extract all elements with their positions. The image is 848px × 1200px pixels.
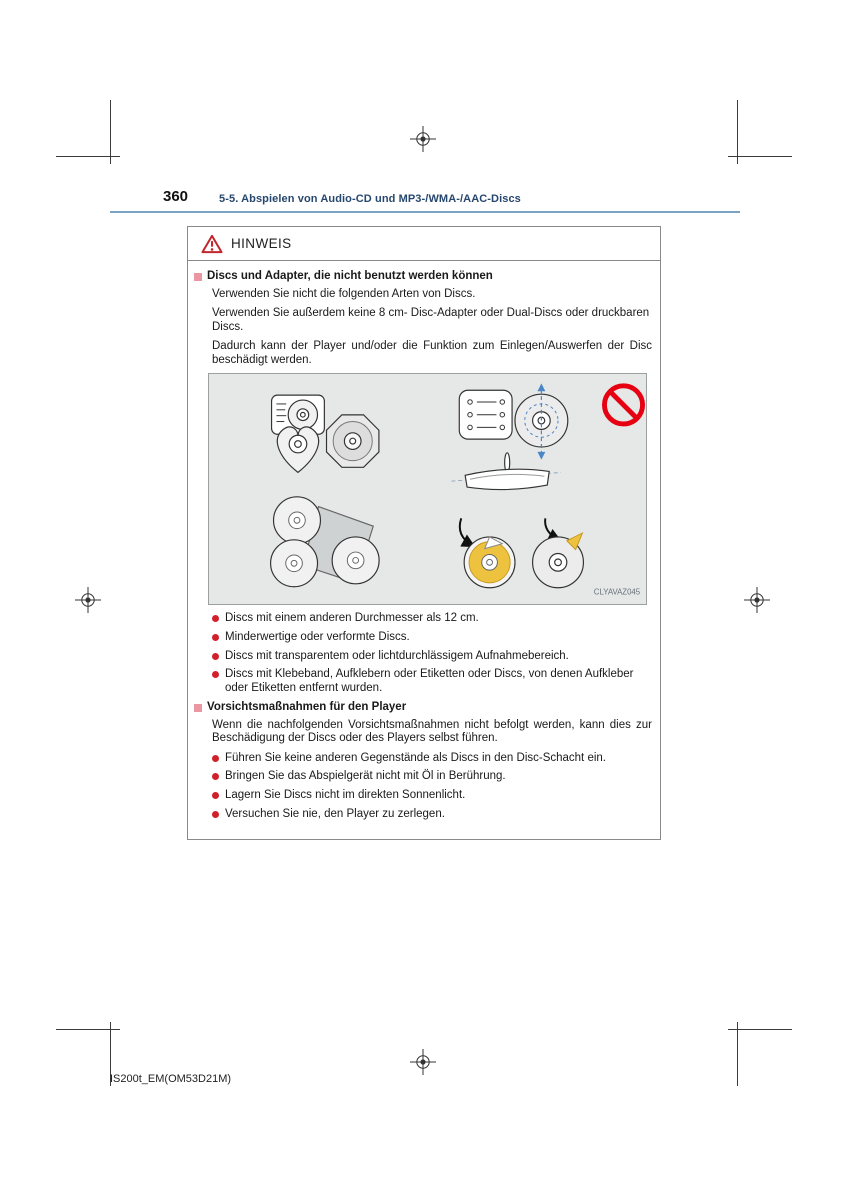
list-item — [212, 650, 655, 664]
crop-mark — [56, 1029, 120, 1030]
chapter-header-title: 5-5. Abspielen von Audio-CD und MP3-/WMA-/AAC-Discs — [219, 193, 521, 205]
bullet-text: Führen Sie keine anderen Gegenstände als Discs in den Disc-Schacht ein. — [225, 751, 606, 764]
sticker-disc-shape — [533, 519, 584, 588]
bullet-text: Minderwertige oder verformte Discs. — [225, 630, 410, 643]
registration-mark-icon — [744, 587, 770, 613]
section-marker-icon — [194, 704, 202, 712]
crop-mark — [737, 100, 738, 164]
bullet-icon — [212, 755, 219, 762]
section-title: Discs und Adapter, die nicht benutzt werden können — [207, 270, 493, 282]
octagon-disc-shape — [327, 415, 379, 467]
list-item — [212, 770, 655, 784]
list-item — [212, 752, 655, 766]
header-rule — [110, 211, 740, 213]
notice-title: HINWEIS — [231, 236, 292, 251]
section-heading-player — [194, 701, 655, 715]
paragraph: Wenn die nachfolgenden Vorsichtsmaßnahmen nicht befolgt werden, kann dies zur Beschädigung der Discs oder des Players selbst führen. — [212, 718, 652, 745]
paragraph: Dadurch kann der Player und/oder die Funktion zum Einlegen/Auswerfen der Disc beschädigt werden. — [212, 340, 652, 366]
player-bullet-list — [212, 752, 655, 821]
bullet-icon — [212, 671, 219, 678]
crop-mark — [110, 100, 111, 164]
list-item — [212, 668, 655, 695]
small-disc-shape — [515, 384, 568, 460]
list-item — [212, 631, 655, 645]
bullet-icon — [212, 792, 219, 799]
section-marker-icon — [194, 273, 202, 281]
deformed-disc-cluster — [271, 497, 380, 587]
bullet-icon — [212, 615, 219, 622]
list-item — [212, 808, 655, 822]
section-heading-discs — [194, 270, 655, 284]
notice-body — [188, 261, 660, 839]
bullet-text: Discs mit Klebeband, Aufklebern oder Etiketten oder Discs, von denen Aufkleber oder Etiketten entfernt wurden. — [225, 668, 634, 694]
card-disc-shape — [272, 396, 325, 435]
crop-mark — [56, 156, 120, 157]
disc-bullet-list — [212, 612, 655, 695]
warning-triangle-icon — [201, 234, 223, 254]
registration-mark-icon — [410, 1049, 436, 1075]
heart-disc-shape — [277, 427, 318, 472]
crop-mark — [728, 156, 792, 157]
figure-caption: CLYAVAZ045 — [593, 587, 641, 597]
page-number: 360 — [163, 188, 189, 205]
bullet-text: Lagern Sie Discs nicht im direkten Sonnenlicht. — [225, 789, 466, 801]
bullet-text: Discs mit einem anderen Durchmesser als 12 cm. — [225, 612, 479, 625]
registration-mark-icon — [410, 126, 436, 152]
bullet-icon — [212, 811, 219, 818]
notice-header — [188, 227, 660, 261]
paragraph: Verwenden Sie außerdem keine 8 cm- Disc-Adapter oder Dual-Discs oder druckbaren Discs. — [212, 307, 650, 333]
section-title: Vorsichtsmaßnahmen für den Player — [207, 701, 407, 714]
disc-types-illustration — [209, 374, 646, 604]
crop-mark — [728, 1029, 792, 1030]
list-item — [212, 789, 655, 803]
bullet-icon — [212, 773, 219, 780]
paragraph: Verwenden Sie nicht die folgenden Arten von Discs. — [212, 287, 476, 300]
registration-mark-icon — [75, 587, 101, 613]
bullet-icon — [212, 653, 219, 660]
prohibition-icon — [604, 386, 642, 424]
bullet-text: Discs mit transparentem oder lichtdurchlässigem Aufnahmebereich. — [225, 649, 569, 662]
bullet-text: Bringen Sie das Abspielgerät nicht mit Öl in Berührung. — [225, 770, 506, 783]
notice-box — [187, 226, 661, 840]
document-code: IS200t_EM(OM53D21M) — [110, 1073, 232, 1085]
disc-types-figure — [208, 373, 647, 605]
crop-mark — [737, 1022, 738, 1086]
bullet-text: Versuchen Sie nie, den Player zu zerlegen. — [225, 807, 445, 820]
labeled-disc-shape — [460, 519, 515, 588]
list-item — [212, 612, 655, 626]
slot-player-shape — [451, 453, 560, 490]
disc-adapter-shape — [459, 391, 512, 440]
bullet-icon — [212, 634, 219, 641]
